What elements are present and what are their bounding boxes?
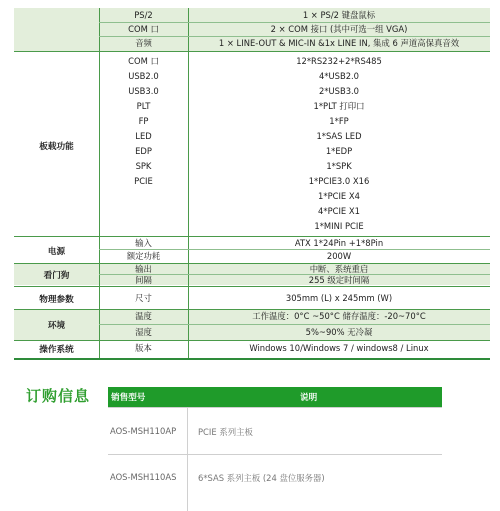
spec-value: 305mm (L) x 245mm (W) (285, 293, 393, 303)
spec-value: 12*RS232+2*RS485 (296, 56, 382, 66)
spec-value: 255 级定时间隔 (308, 275, 370, 285)
spec-label: PLT (136, 101, 151, 111)
spec-value: 200W (326, 251, 352, 261)
category-board: 板载功能 (39, 142, 74, 152)
spec-value: 4*PCIE X1 (318, 206, 360, 216)
row-desc: 6*SAS 系列主板 (24 盘位服务器) (198, 473, 325, 483)
spec-value: 2 × COM 接口 (其中可选一组 VGA) (270, 24, 408, 34)
spec-label: LED (135, 131, 152, 141)
row-desc: PCIE 系列主板 (198, 427, 253, 437)
spec-value: 1*MINI PCIE (314, 221, 364, 231)
spec-value: 1*PLT 打印口 (313, 101, 365, 111)
spec-value: 中断、系统重启 (309, 264, 369, 274)
spec-value: 2*USB3.0 (318, 86, 360, 96)
spec-label: 版本 (135, 343, 152, 353)
spec-label: COM 口 (128, 56, 159, 66)
spec-label: 间隔 (135, 275, 152, 285)
row-model: AOS-MSH110AS (110, 472, 177, 482)
row-divider (99, 22, 490, 23)
category-os: 操作系统 (39, 345, 74, 355)
spec-label: 音频 (135, 38, 152, 48)
spec-label: FP (138, 116, 149, 126)
spec-label: USB2.0 (128, 71, 159, 81)
header-desc: 说明 (300, 393, 318, 403)
spec-label: 温度 (135, 311, 152, 321)
spec-value: 1 × LINE-OUT & MIC-IN &1x LINE IN, 集成 6 声道高保真音效 (218, 38, 460, 48)
row-divider (14, 51, 490, 52)
spec-label: EDP (135, 146, 152, 156)
row-divider (99, 249, 490, 250)
spec-label: 湿度 (135, 327, 152, 337)
spec-table (14, 8, 490, 360)
category-environment: 环境 (47, 321, 66, 331)
spec-value: 1*PCIE3.0 X16 (308, 176, 370, 186)
spec-label: COM 口 (128, 24, 159, 34)
spec-value: Windows 10/Windows 7 / windows8 / Linux (249, 343, 429, 353)
spec-value: 5%~90% 无冷凝 (305, 327, 373, 337)
spec-value: 4*USB2.0 (318, 71, 360, 81)
spec-label: USB3.0 (128, 86, 159, 96)
spec-value: 1*PCIE X4 (318, 191, 360, 201)
category-power: 电源 (47, 247, 66, 257)
spec-label: 额定功耗 (126, 251, 161, 261)
spec-label: 输入 (135, 238, 152, 248)
table-row (108, 407, 442, 454)
row-divider (14, 286, 490, 287)
row-divider (99, 324, 490, 325)
spec-value: 1*SAS LED (316, 131, 362, 141)
spec-value: 1 × PS/2 键盘鼠标 (302, 10, 376, 20)
order-title: 订购信息 (26, 387, 91, 405)
order-table-header (108, 387, 442, 407)
table-row (108, 454, 442, 501)
header-model: 销售型号 (111, 393, 146, 403)
spec-label: 输出 (135, 264, 152, 274)
row-divider (99, 36, 490, 37)
spec-label: PCIE (134, 176, 153, 186)
row-divider (14, 236, 490, 237)
spec-value: 1*SPK (326, 161, 352, 171)
spec-label: 尺寸 (135, 293, 152, 303)
category-physical: 物理参数 (39, 295, 74, 305)
category-watchdog: 看门狗 (43, 271, 70, 281)
spec-value: ATX 1*24Pin +1*8Pin (294, 238, 384, 248)
row-divider (14, 340, 490, 341)
spec-value: 1*FP (329, 116, 349, 126)
spec-value: 工作温度：0°C ~50°C 储存温度：-20~70°C (252, 311, 426, 321)
spec-value: 1*EDP (325, 146, 353, 156)
row-divider (14, 309, 490, 310)
spec-label: PS/2 (134, 10, 153, 20)
row-model: AOS-MSH110AP (110, 426, 177, 436)
spec-label: SPK (135, 161, 152, 171)
